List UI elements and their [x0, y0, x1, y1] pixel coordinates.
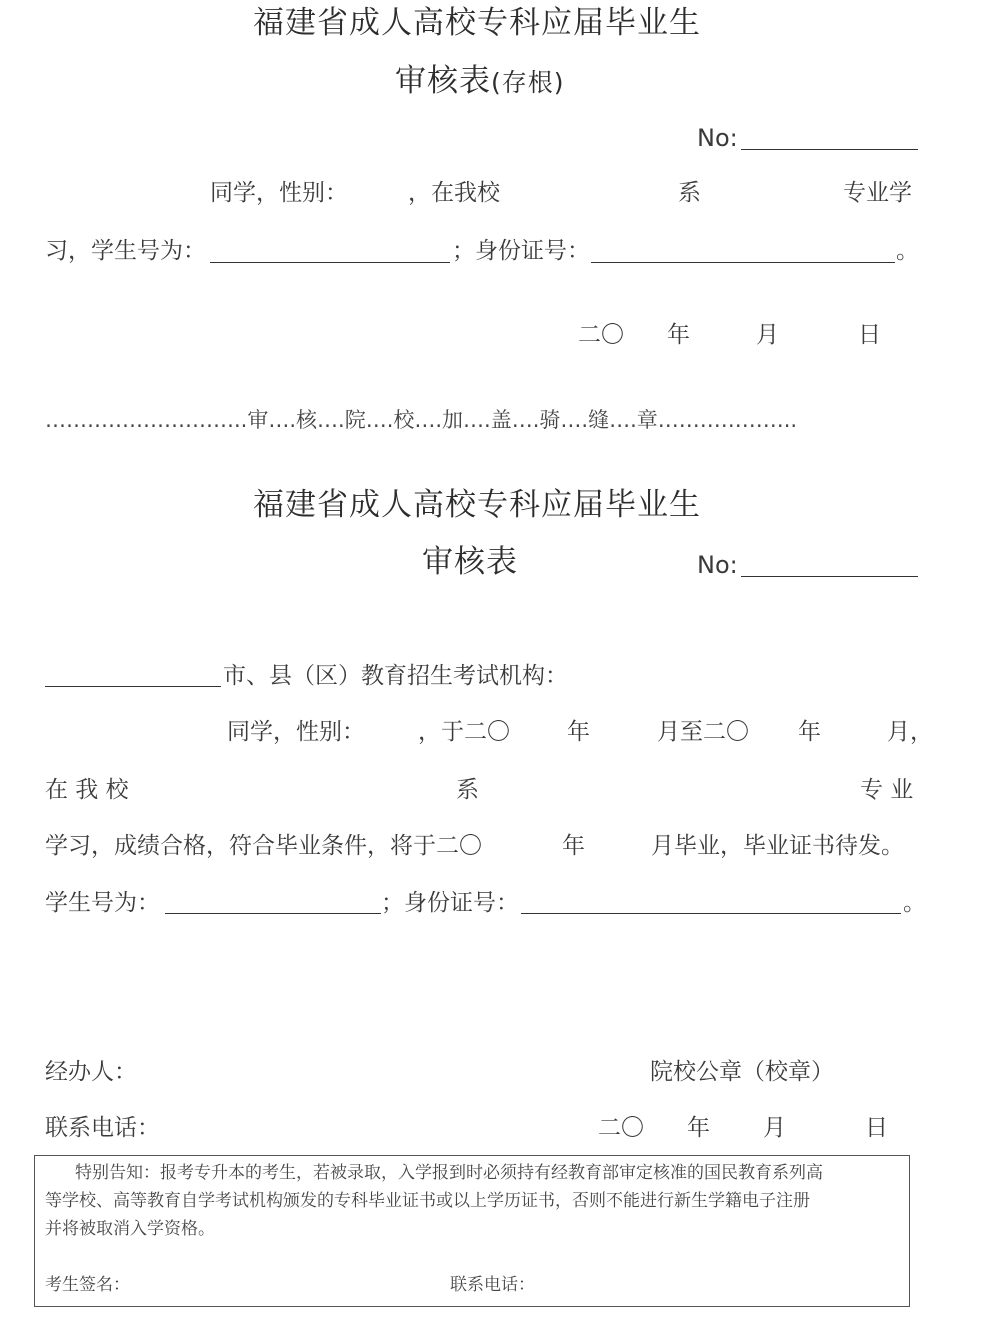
form-month-end-label: 月，	[887, 719, 933, 745]
form-dept-label: 系	[456, 777, 479, 803]
form-period: 。	[903, 890, 926, 916]
stub-date-year: 年	[667, 322, 690, 348]
form-city-field[interactable]	[45, 686, 221, 687]
form-no-label: No:	[697, 551, 738, 579]
stub-student-id-field[interactable]	[210, 262, 450, 263]
form-student-id-field[interactable]	[165, 913, 381, 914]
form-student-id-label: 学生号为：	[45, 890, 160, 916]
form-no-field[interactable]	[741, 576, 918, 577]
form-date-month: 月	[763, 1115, 786, 1141]
notice-phone-label: 联系电话：	[450, 1275, 535, 1295]
form-handler-label: 经办人：	[45, 1059, 137, 1085]
form-month-to-label: 月至二〇	[657, 719, 749, 745]
special-notice-box	[34, 1155, 910, 1307]
form-year1-label: 年	[567, 719, 590, 745]
notice-line1: 特别告知：报考专升本的考生，若被录取，入学报到时必须持有经教育部审定核准的国民教育系列高	[75, 1163, 823, 1183]
form-graduation-text-a: 学习，成绩合格，符合毕业条件，将于二〇	[45, 833, 482, 859]
form-major-label: 专 业	[860, 777, 914, 803]
stub-no-label: No:	[697, 124, 738, 152]
form-date-year-prefix: 二〇	[598, 1115, 644, 1141]
stub-study-id-label: 习，学生号为：	[45, 238, 206, 264]
form-graduation-text-b: 月毕业，毕业证书待发。	[651, 833, 904, 859]
stub-student-label: 同学，性别：	[210, 180, 348, 206]
seam-stamp-line: ………………………..审….核….院….校….加….盖….骑….缝….章………………..	[45, 408, 798, 432]
form-title-line1: 福建省成人高校专科应届毕业生	[253, 487, 701, 523]
notice-line3: 并将被取消入学资格。	[45, 1219, 215, 1239]
stub-title-suffix: (存根)	[491, 68, 565, 97]
notice-signature-label: 考生签名：	[45, 1275, 130, 1295]
stub-date-month: 月	[756, 322, 779, 348]
stub-major-label: 专业学	[843, 180, 912, 206]
form-id-card-field[interactable]	[521, 913, 901, 914]
form-date-day: 日	[865, 1115, 888, 1141]
stub-dept-label: 系	[678, 180, 701, 206]
form-seal-label: 院校公章（校章）	[650, 1059, 834, 1085]
stub-date-year-prefix: 二〇	[578, 322, 624, 348]
form-year2-label: 年	[798, 719, 821, 745]
stub-title-main: 审核表	[395, 63, 491, 99]
stub-title-line2	[395, 63, 565, 99]
form-student-label: 同学，性别：	[227, 719, 365, 745]
stub-no-field[interactable]	[741, 149, 918, 150]
form-phone-label: 联系电话：	[45, 1115, 160, 1141]
stub-period: 。	[896, 238, 919, 264]
stub-at-school-label: ，在我校	[408, 180, 500, 206]
stub-title-line1: 福建省成人高校专科应届毕业生	[253, 5, 701, 41]
form-at-school-label: 在 我 校	[45, 777, 129, 803]
form-id-card-label: ；身份证号：	[381, 890, 519, 916]
form-graduation-year: 年	[562, 833, 585, 859]
form-from-label: ，于二〇	[418, 719, 510, 745]
form-title-line2: 审核表	[422, 544, 518, 580]
notice-line2: 等学校、高等教育自学考试机构颁发的专科毕业证书或以上学历证书，否则不能进行新生学籍电子注册	[45, 1191, 810, 1211]
form-recipient-label: 市、县（区）教育招生考试机构：	[223, 663, 568, 689]
stub-id-card-field[interactable]	[591, 262, 895, 263]
form-date-year: 年	[687, 1115, 710, 1141]
stub-id-card-label: ；身份证号：	[452, 238, 590, 264]
stub-date-day: 日	[858, 322, 881, 348]
